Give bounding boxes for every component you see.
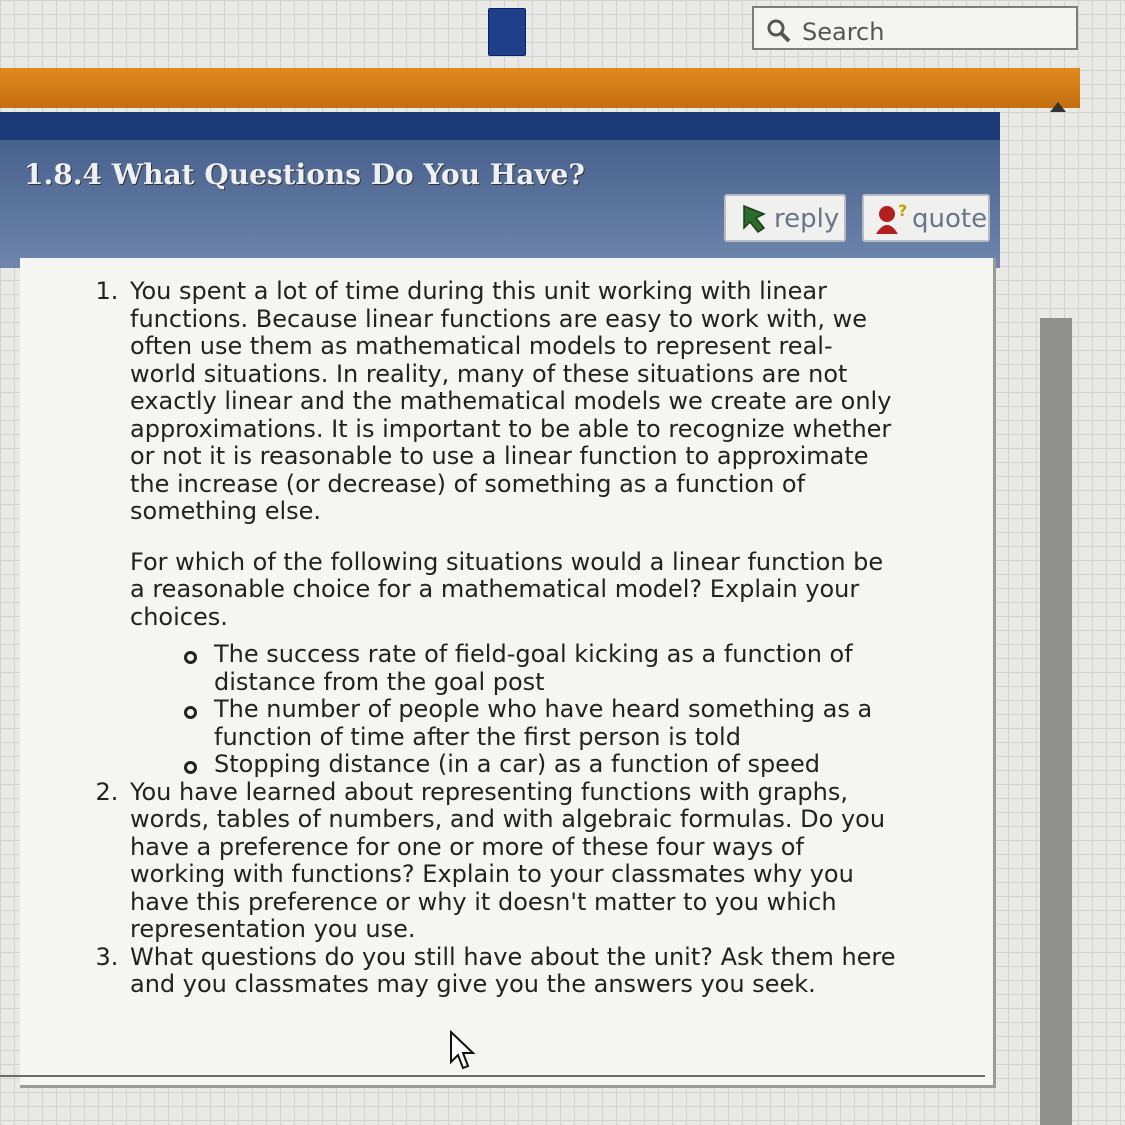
reply-label: reply xyxy=(774,204,840,234)
top-bar xyxy=(0,0,1125,68)
situation-bullet: The success rate of field-goal kicking as a function of distance from the goal post xyxy=(214,641,896,696)
list-item xyxy=(126,779,896,944)
post-content xyxy=(96,278,896,999)
item1-paragraph1: 1. You spent a lot of time during this unit working with linear functions. Because linear functions are easy to work with, we often use them as mathematical models to represent real-world situations. In reality, many of these situations are not exactly linear and the mathematical models we create are only approximations. It is important to be able to recognize whether or not it is reasonable to use a linear function to approximate the increase (or decrease) of something as a function of something else. xyxy=(130,277,892,525)
situation-list xyxy=(130,641,896,779)
situation-bullet: Stopping distance (in a car) as a function of speed xyxy=(214,751,896,779)
scroll-up-arrow-icon[interactable] xyxy=(1050,102,1066,112)
mouse-cursor-icon xyxy=(448,1030,478,1072)
item1-paragraph2: For which of the following situations would a linear function be a reasonable choice for a mathematical model? Explain your choices. xyxy=(130,547,884,631)
search-icon xyxy=(766,18,792,44)
quote-label: quote xyxy=(912,204,988,234)
post-title: 1.8.4 What Questions Do You Have? xyxy=(24,158,585,191)
reply-button[interactable] xyxy=(724,194,846,242)
quote-button[interactable] xyxy=(862,194,990,242)
item2-text: You have learned about representing functions with graphs, words, tables of numbers, and with algebraic formulas. Do you have a preference for one or more of these four ways of working with functions? Explain to your classmates why you have this preference or why it doesn't matter to you which representation you use. xyxy=(130,777,886,943)
search-placeholder: Search xyxy=(802,18,885,46)
search-input[interactable] xyxy=(752,6,1078,50)
quote-user-icon xyxy=(874,204,908,236)
app-icon[interactable] xyxy=(488,8,526,56)
question-list xyxy=(96,278,896,999)
divider xyxy=(0,1075,985,1077)
list-item xyxy=(126,278,896,779)
situation-bullet: The number of people who have heard something as a function of time after the first person is told xyxy=(214,696,896,751)
list-item xyxy=(126,944,896,999)
reply-arrow-icon xyxy=(738,204,768,234)
item3-text: What questions do you still have about the unit? Ask them here and you classmates may give you the answers you seek. xyxy=(130,942,896,998)
accent-bar xyxy=(0,68,1080,108)
scrollbar[interactable] xyxy=(1040,318,1072,1125)
svg-text:?: ? xyxy=(898,204,908,220)
